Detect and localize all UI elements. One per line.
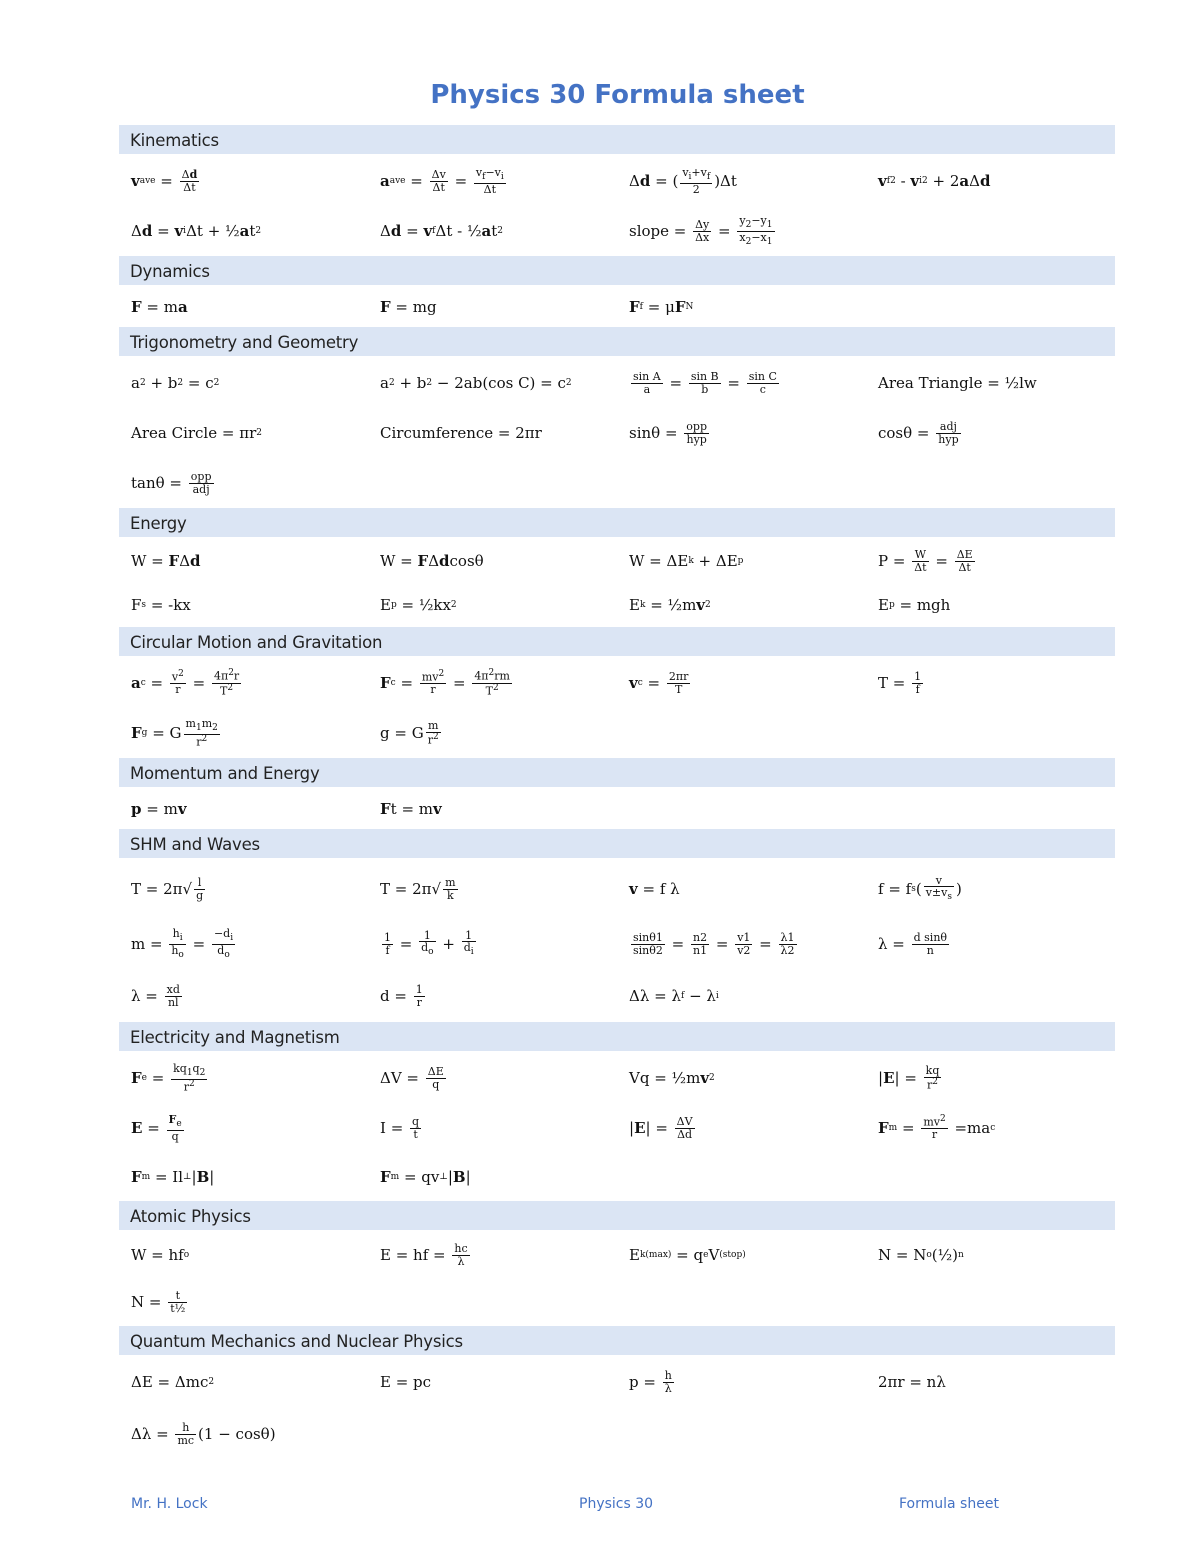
formula-stopping-voltage: E k(max) = q e V (stop) xyxy=(617,1232,866,1278)
formula-pythagoras: a 2 + b 2 = c 2 xyxy=(119,358,368,408)
section-atomic-physics: Atomic Physics xyxy=(119,1201,1115,1232)
formula-thin-lens: $\frac{1}{f}$ = $\frac{1}{d_o}$ + $\frac{1}{d_i}$ xyxy=(368,918,617,970)
formula-sine-law: $\frac{\text{sin A}}{a}$ = $\frac{\text{sin B}}{b}$ = $\frac{\text{sin C}}{c}$ xyxy=(617,358,866,408)
formula-average-velocity: v ave = $\frac{\Delta d}{\Delta t}$ xyxy=(119,156,368,206)
formula-kinetic-energy: E k = ½m v 2 xyxy=(617,583,866,627)
footer-author: Mr. H. Lock xyxy=(131,1496,208,1512)
section-shm-waves: SHM and Waves xyxy=(119,829,1115,860)
page-title: Physics 30 Formula sheet xyxy=(430,80,805,110)
formula-photon-momentum-energy: E = pc xyxy=(368,1357,617,1407)
formula-magnetic-force-wire: F m = Il ⊥ | B | xyxy=(119,1153,368,1201)
formula-field-plates: | E | = $\frac{\Delta V}{\Delta d}$ xyxy=(617,1103,866,1153)
section-energy: Energy xyxy=(119,508,1115,539)
formula-weight: F = mg xyxy=(368,287,617,327)
formula-wavelength-shift: Δλ = λ f − λ i xyxy=(617,970,866,1022)
formula-work-function: W = hf o xyxy=(119,1232,368,1278)
formula-displacement-vf: Δ d = v f Δt - ½ a t 2 xyxy=(368,206,617,256)
formula-elastic-pe: E p = ½kx 2 xyxy=(368,583,617,627)
section-momentum: Momentum and Energy xyxy=(119,758,1115,789)
formula-average-acceleration: a ave = $\frac{\Delta v}{\Delta t}$ = $\frac{v_f-v_i}{\Delta t}$ xyxy=(368,156,617,206)
formula-circular-velocity: v c = $\frac{2\pi r}{T}$ xyxy=(617,658,866,708)
section-trigonometry: Trigonometry and Geometry xyxy=(119,327,1115,358)
formula-coulomb: F e = $\frac{kq_1q_2}{r^2}$ xyxy=(119,1053,368,1103)
formula-slit-spacing: d = $\frac{1}{r}$ xyxy=(368,970,617,1022)
formula-sine: sinθ = $\frac{\text{opp}}{\text{hyp}}$ xyxy=(617,408,866,458)
section-circular-motion: Circular Motion and Gravitation xyxy=(119,627,1115,658)
formula-field-point-charge: | E | = $\frac{kq}{r^2}$ xyxy=(878,1064,940,1092)
section-dynamics: Dynamics xyxy=(119,256,1115,287)
formula-spring-period: T = 2π√ $\frac{m}{k}$ xyxy=(368,860,617,918)
footer-course: Physics 30 xyxy=(579,1496,654,1512)
section-electricity-magnetism: Electricity and Magnetism xyxy=(119,1022,1115,1053)
formula-centripetal-force: F c = $\frac{mv^2}{r}$ = $\frac{4\pi^2rm}{T^2}$ xyxy=(368,658,617,708)
formula-friction: F f = μ F N xyxy=(617,287,866,327)
formula-half-lives: N = $\frac{t}{\text{t½}}$ xyxy=(119,1278,368,1326)
formula-current: I = $\frac{q}{t}$ xyxy=(368,1103,617,1153)
formula-work: W = F Δ d xyxy=(119,539,368,583)
formula-cosine: cosθ = $\frac{\text{adj}}{\text{hyp}}$ xyxy=(878,419,959,446)
formula-doppler: f = f s ( $\frac{v}{v\pm v_s}$ ) xyxy=(878,873,962,903)
formula-double-slit: λ = $\frac{xd}{nl}$ xyxy=(119,970,368,1022)
formula-momentum: p = m v xyxy=(119,789,368,829)
formula-wave-speed: v = f λ xyxy=(617,860,866,918)
formula-diffraction-grating: λ = $\frac{\text{d sinθ}}{n}$ xyxy=(878,930,948,957)
formula-displacement-average: Δ d = ( $\frac{v_i+v_f}{2}$ )Δt xyxy=(617,156,866,206)
formula-charge-energy: Vq = ½m v 2 xyxy=(617,1053,866,1103)
formula-de-broglie: p = $\frac{h}{\lambda}$ xyxy=(617,1357,866,1407)
section-quantum-nuclear: Quantum Mechanics and Nuclear Physics xyxy=(119,1326,1115,1357)
formula-displacement-vi: Δ d = v i Δt + ½ a t 2 xyxy=(119,206,368,256)
footer-document: Formula sheet xyxy=(899,1496,999,1512)
formula-bohr-orbit: 2πr = nλ xyxy=(878,1373,946,1391)
formula-newton-second: F = m a xyxy=(119,287,368,327)
formula-centripetal-acceleration: a c = $\frac{v^2}{r}$ = $\frac{4\pi^2r}{T^2}$ xyxy=(119,658,368,708)
formula-snell: $\frac{\sin\theta 1}{\sin\theta 2}$ = $\frac{n2}{n1}$ = $\frac{v1}{v2}$ = $\frac{\lambda 1}{\lambda 2}$ xyxy=(617,918,866,970)
formula-gravitational-field: g = G $\frac{m}{r^2}$ xyxy=(368,708,617,758)
formula-area-circle: Area Circle = πr 2 xyxy=(119,408,368,458)
formula-mass-energy: ΔE = Δmc 2 xyxy=(119,1357,368,1407)
formula-circumference: Circumference = 2πr xyxy=(368,408,617,458)
formula-period: T = $\frac{1}{f}$ xyxy=(878,669,922,696)
formula-electric-field: E = $\frac{F_e}{q}$ xyxy=(119,1103,368,1153)
formula-table xyxy=(119,125,1115,1461)
formula-pendulum-period: T = 2π√ $\frac{l}{g}$ xyxy=(119,860,368,918)
formula-gravitation: F g = G $\frac{m_1m_2}{r^2}$ xyxy=(119,708,368,758)
formula-impulse: F t = m v xyxy=(368,789,617,829)
formula-cosine-law: a 2 + b 2 − 2ab(cos C) = c 2 xyxy=(368,358,617,408)
formula-work-angle: W = F Δ d cosθ xyxy=(368,539,617,583)
formula-slope: slope = $\frac{\Delta y}{\Delta x}$ = $\frac{y_2-y_1}{x_2-x_1}$ xyxy=(617,206,866,256)
formula-gravitational-pe: E p = mgh xyxy=(878,596,951,614)
formula-magnification: m = $\frac{h_i}{h_o}$ = $\frac{-d_i}{d_o}$ xyxy=(119,918,368,970)
formula-power: P = $\frac{W}{\Delta t}$ = $\frac{\Delta E}{\Delta t}$ xyxy=(878,547,973,574)
formula-velocity-squared: v f 2 - v i 2 + 2 a Δ d xyxy=(878,172,991,190)
section-kinematics: Kinematics xyxy=(119,125,1115,156)
formula-tangent: tanθ = $\frac{\text{opp}}{\text{adj}}$ xyxy=(119,458,368,508)
formula-hooke: F s = -kx xyxy=(119,583,368,627)
formula-photon-energy: E = hf = $\frac{hc}{\lambda}$ xyxy=(368,1232,617,1278)
formula-potential-difference: ΔV = $\frac{\Delta E}{q}$ xyxy=(368,1053,617,1103)
formula-area-triangle: Area Triangle = ½lw xyxy=(878,374,1037,392)
formula-magnetic-force-charge: F m = qv ⊥ | B | xyxy=(368,1153,617,1201)
formula-magnetic-centripetal: F m = $\frac{mv^2}{r}$ =ma c xyxy=(878,1114,996,1142)
formula-compton: Δλ = $\frac{h}{mc}$ (1 − cosθ) xyxy=(119,1407,368,1461)
formula-decay: N = N o (½) n xyxy=(878,1246,964,1264)
formula-work-energy: W = ΔE k + ΔE p xyxy=(617,539,866,583)
